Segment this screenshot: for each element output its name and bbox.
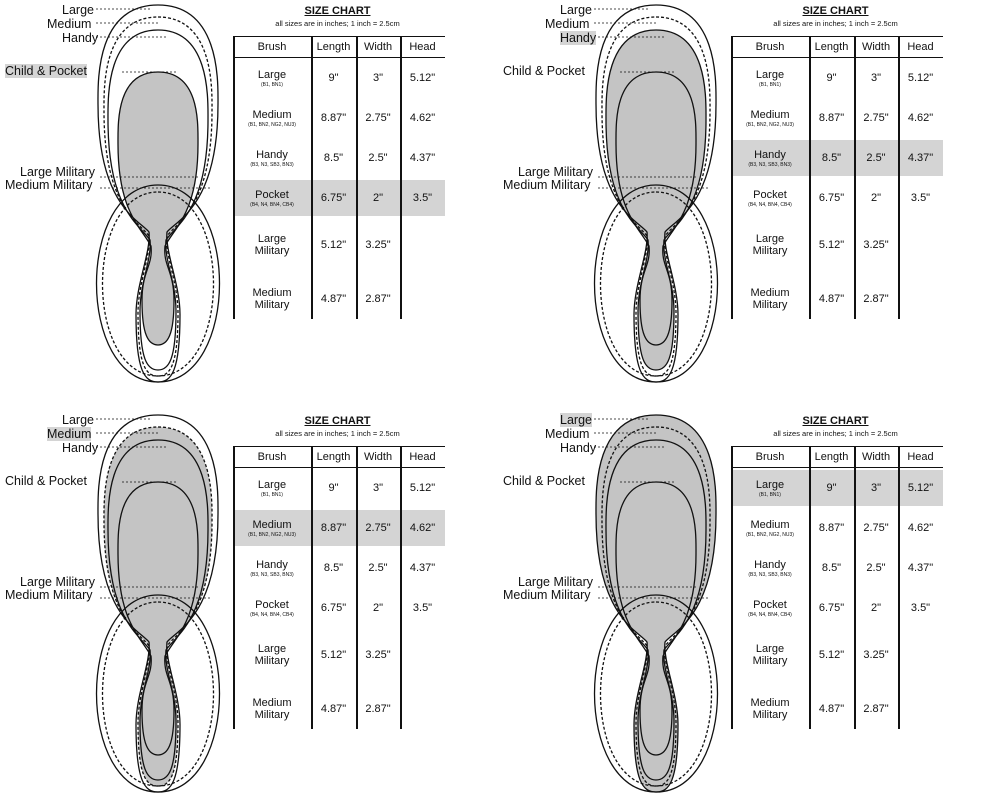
- highlighted-brush-fill: [118, 72, 198, 345]
- brush-name: Medium: [252, 518, 292, 531]
- width-cell: 2.87": [365, 703, 391, 715]
- brush-outlines-svg: [0, 0, 240, 400]
- chart-subtitle: all sizes are in inches; 1 inch = 2.5cm: [275, 19, 400, 28]
- brush-name: Handy: [754, 558, 786, 571]
- column-header: Brush: [257, 41, 287, 53]
- width-cell: 2.75": [365, 522, 391, 534]
- width-cell: 2.75": [365, 112, 391, 124]
- model-codes: (B1, BN1): [759, 491, 781, 498]
- column-header: Width: [363, 451, 393, 463]
- head-cell: 4.37": [409, 562, 436, 574]
- table-row: [233, 682, 445, 736]
- head-cell: 4.37": [907, 562, 934, 574]
- length-cell: 8.87": [320, 112, 347, 124]
- brush-size-label: Large Military: [20, 165, 96, 179]
- table-header-row: [731, 447, 943, 468]
- brush-name-cell: [233, 178, 311, 218]
- brush-name: Pocket: [255, 598, 289, 611]
- brush-name: Medium: [750, 518, 790, 531]
- length-cell: 8.87": [818, 112, 845, 124]
- column-divider: [809, 36, 811, 319]
- brush-name: Handy: [256, 148, 288, 161]
- width-cell: 2.5": [368, 562, 388, 574]
- brush-name-cell: [233, 272, 311, 326]
- brush-name-cell: [731, 628, 809, 682]
- length-cell: 8.5": [821, 152, 842, 164]
- column-divider: [233, 446, 235, 729]
- brush-name: Pocket: [753, 598, 787, 611]
- brush-size-label: Medium: [47, 427, 92, 441]
- width-cell: 2": [870, 602, 882, 614]
- brush-size-label: Large: [560, 3, 592, 17]
- brush-name-cell: [233, 468, 311, 508]
- width-cell: 2": [870, 192, 882, 204]
- length-cell: 5.12": [818, 239, 845, 251]
- brush-name: Medium: [750, 108, 790, 121]
- brush-size-label: Medium: [545, 427, 590, 441]
- head-cell: [400, 628, 445, 682]
- size-chart-panel: [0, 410, 497, 810]
- table-row: [731, 272, 943, 326]
- column-header: Length: [814, 451, 849, 463]
- chart-subtitle: all sizes are in inches; 1 inch = 2.5cm: [773, 429, 898, 438]
- head-cell: [898, 682, 943, 736]
- length-cell: 4.87": [818, 293, 845, 305]
- size-table: [233, 446, 445, 736]
- length-cell: 8.87": [320, 522, 347, 534]
- table-row: [731, 98, 943, 138]
- table-row: [233, 98, 445, 138]
- table-row: [731, 218, 943, 272]
- brush-name-cell: [731, 468, 809, 508]
- brush-outline-diagram: [498, 0, 738, 400]
- brush-size-label: Handy: [62, 441, 99, 455]
- chart-title: SIZE CHART: [802, 5, 869, 17]
- column-header: Length: [814, 41, 849, 53]
- chart-subtitle: all sizes are in inches; 1 inch = 2.5cm: [773, 19, 898, 28]
- column-divider: [854, 446, 856, 729]
- chart-title: SIZE CHART: [304, 415, 371, 427]
- brush-outline-diagram: [498, 410, 738, 810]
- width-cell: 2.5": [866, 562, 886, 574]
- size-chart-table: [230, 0, 445, 330]
- brush-name: Large: [755, 478, 785, 491]
- column-header: Head: [409, 451, 436, 463]
- table-row: [731, 682, 943, 736]
- brush-outline-diagram: [0, 0, 240, 400]
- model-codes: (B4, N4, BN4, CB4): [748, 201, 792, 208]
- column-divider: [356, 446, 358, 729]
- width-cell: 2.5": [368, 152, 388, 164]
- size-table: [731, 36, 943, 326]
- table-header-row: [731, 37, 943, 58]
- brush-size-label: Large: [560, 413, 592, 427]
- length-cell: 8.5": [323, 562, 344, 574]
- head-cell: 4.62": [409, 112, 436, 124]
- head-cell: 3.5": [910, 192, 931, 204]
- size-chart-panel: [0, 0, 497, 400]
- column-header: Brush: [755, 41, 785, 53]
- size-chart-panel: [498, 0, 995, 400]
- table-row: [731, 138, 943, 178]
- brush-name-cell: [233, 508, 311, 548]
- width-cell: 2.5": [866, 152, 886, 164]
- brush-size-label: Child & Pocket: [503, 474, 585, 488]
- brush-name-cell: [233, 682, 311, 736]
- brush-name: Medium Military: [750, 287, 790, 311]
- table-row: [731, 588, 943, 628]
- head-cell: [898, 272, 943, 326]
- length-cell: 9": [328, 482, 339, 494]
- brush-name-cell: [731, 218, 809, 272]
- column-divider: [898, 446, 900, 729]
- length-cell: 9": [826, 482, 837, 494]
- column-divider: [400, 36, 402, 319]
- brush-size-label: Large Military: [518, 575, 594, 589]
- column-divider: [854, 36, 856, 319]
- head-cell: [898, 218, 943, 272]
- model-codes: (B3, N3, SB3, BN3): [250, 571, 294, 578]
- brush-name-cell: [731, 58, 809, 98]
- length-cell: 5.12": [320, 649, 347, 661]
- brush-name-cell: [731, 272, 809, 326]
- head-cell: 3.5": [412, 602, 433, 614]
- brush-name: Large Military: [752, 233, 788, 257]
- brush-size-label: Medium Military: [5, 588, 93, 602]
- length-cell: 6.75": [818, 602, 845, 614]
- size-chart-table: [728, 0, 943, 330]
- table-header-row: [233, 447, 445, 468]
- brush-name-cell: [233, 548, 311, 588]
- column-divider: [311, 36, 313, 319]
- table-row: [233, 588, 445, 628]
- model-codes: (B1, BN2, NG2, NU3): [248, 121, 296, 128]
- length-cell: 5.12": [320, 239, 347, 251]
- width-cell: 3": [372, 72, 384, 84]
- model-codes: (B4, N4, BN4, CB4): [250, 201, 294, 208]
- table-row: [731, 628, 943, 682]
- column-header: Head: [907, 41, 934, 53]
- brush-size-label: Handy: [560, 441, 597, 455]
- model-codes: (B1, BN2, NG2, NU3): [746, 121, 794, 128]
- length-cell: 6.75": [320, 192, 347, 204]
- brush-name: Large: [257, 68, 287, 81]
- column-divider: [356, 36, 358, 319]
- width-cell: 2.87": [365, 293, 391, 305]
- brush-size-label: Medium: [47, 17, 92, 31]
- model-codes: (B4, N4, BN4, CB4): [748, 611, 792, 618]
- size-table: [233, 36, 445, 326]
- column-header: Width: [861, 41, 891, 53]
- table-row: [233, 218, 445, 272]
- model-codes: (B1, BN1): [261, 81, 283, 88]
- brush-size-label: Large Military: [20, 575, 96, 589]
- head-cell: [898, 628, 943, 682]
- brush-name: Handy: [754, 148, 786, 161]
- head-cell: 3.5": [910, 602, 931, 614]
- brush-name-cell: [731, 588, 809, 628]
- length-cell: 4.87": [320, 703, 347, 715]
- table-row: [731, 548, 943, 588]
- brush-size-label: Child & Pocket: [503, 64, 585, 78]
- width-cell: 3": [372, 482, 384, 494]
- length-cell: 9": [826, 72, 837, 84]
- width-cell: 2.87": [863, 703, 889, 715]
- brush-name: Pocket: [753, 188, 787, 201]
- brush-name-cell: [233, 98, 311, 138]
- model-codes: (B1, BN2, NG2, NU3): [746, 531, 794, 538]
- width-cell: 2": [372, 602, 384, 614]
- column-divider: [311, 446, 313, 729]
- table-row: [731, 178, 943, 218]
- head-cell: 4.37": [907, 152, 934, 164]
- brush-name: Medium Military: [252, 697, 292, 721]
- table-row: [233, 468, 445, 508]
- size-chart-table: [728, 410, 943, 740]
- chart-title: SIZE CHART: [304, 5, 371, 17]
- brush-name: Large Military: [254, 643, 290, 667]
- table-row: [731, 508, 943, 548]
- brush-name-cell: [731, 178, 809, 218]
- brush-name: Medium: [252, 108, 292, 121]
- size-chart-panel: [498, 410, 995, 810]
- length-cell: 5.12": [818, 649, 845, 661]
- brush-size-label: Large Military: [518, 165, 594, 179]
- width-cell: 3.25": [365, 239, 391, 251]
- length-cell: 8.5": [323, 152, 344, 164]
- width-cell: 3.25": [365, 649, 391, 661]
- brush-size-label: Medium Military: [503, 178, 591, 192]
- brush-name: Handy: [256, 558, 288, 571]
- head-cell: [400, 682, 445, 736]
- width-cell: 2.75": [863, 112, 889, 124]
- brush-size-label: Child & Pocket: [5, 64, 87, 78]
- table-row: [233, 628, 445, 682]
- head-cell: 5.12": [409, 482, 436, 494]
- brush-name-cell: [731, 138, 809, 178]
- brush-size-label: Large: [62, 3, 94, 17]
- column-divider: [731, 36, 733, 319]
- width-cell: 3": [870, 72, 882, 84]
- head-cell: 4.62": [907, 112, 934, 124]
- length-cell: 4.87": [320, 293, 347, 305]
- model-codes: (B3, N3, SB3, BN3): [748, 161, 792, 168]
- width-cell: 2.75": [863, 522, 889, 534]
- table-row: [233, 272, 445, 326]
- width-cell: 2.87": [863, 293, 889, 305]
- model-codes: (B4, N4, BN4, CB4): [250, 611, 294, 618]
- size-chart-table: [230, 410, 445, 740]
- brush-name: Medium Military: [750, 697, 790, 721]
- brush-name: Large Military: [254, 233, 290, 257]
- brush-name-cell: [233, 218, 311, 272]
- brush-size-label: Large: [62, 413, 94, 427]
- brush-size-label: Medium Military: [503, 588, 591, 602]
- column-divider: [400, 446, 402, 729]
- table-row: [233, 508, 445, 548]
- column-divider: [898, 36, 900, 319]
- column-header: Length: [316, 451, 351, 463]
- head-cell: 4.62": [409, 522, 436, 534]
- head-cell: 5.12": [409, 72, 436, 84]
- model-codes: (B1, BN2, NG2, NU3): [248, 531, 296, 538]
- table-row: [233, 178, 445, 218]
- column-header: Width: [861, 451, 891, 463]
- brush-name-cell: [233, 588, 311, 628]
- brush-name-cell: [731, 548, 809, 588]
- model-codes: (B1, BN1): [261, 491, 283, 498]
- brush-size-label: Medium: [545, 17, 590, 31]
- column-header: Head: [907, 451, 934, 463]
- head-cell: 5.12": [907, 72, 934, 84]
- table-row: [233, 58, 445, 98]
- length-cell: 8.87": [818, 522, 845, 534]
- table-row: [233, 548, 445, 588]
- column-header: Brush: [755, 451, 785, 463]
- head-cell: 3.5": [412, 192, 433, 204]
- model-codes: (B3, N3, SB3, BN3): [748, 571, 792, 578]
- brush-name-cell: [731, 682, 809, 736]
- size-table: [731, 446, 943, 736]
- column-header: Width: [363, 41, 393, 53]
- head-cell: 5.12": [907, 482, 934, 494]
- length-cell: 4.87": [818, 703, 845, 715]
- table-row: [731, 58, 943, 98]
- width-cell: 3.25": [863, 239, 889, 251]
- column-divider: [233, 36, 235, 319]
- brush-name: Pocket: [255, 188, 289, 201]
- brush-name: Large: [755, 68, 785, 81]
- length-cell: 6.75": [320, 602, 347, 614]
- column-divider: [809, 446, 811, 729]
- brush-name-cell: [731, 98, 809, 138]
- brush-name-cell: [731, 508, 809, 548]
- model-codes: (B3, N3, SB3, BN3): [250, 161, 294, 168]
- column-header: Head: [409, 41, 436, 53]
- brush-size-label: Handy: [560, 31, 597, 45]
- table-row: [731, 468, 943, 508]
- head-cell: [400, 272, 445, 326]
- table-header-row: [233, 37, 445, 58]
- brush-name: Large Military: [752, 643, 788, 667]
- width-cell: 2": [372, 192, 384, 204]
- head-cell: [400, 218, 445, 272]
- head-cell: 4.62": [907, 522, 934, 534]
- brush-size-label: Child & Pocket: [5, 474, 87, 488]
- head-cell: 4.37": [409, 152, 436, 164]
- chart-subtitle: all sizes are in inches; 1 inch = 2.5cm: [275, 429, 400, 438]
- brush-size-label: Medium Military: [5, 178, 93, 192]
- brush-name-cell: [233, 138, 311, 178]
- brush-name-cell: [233, 58, 311, 98]
- brush-name-cell: [233, 628, 311, 682]
- model-codes: (B1, BN1): [759, 81, 781, 88]
- chart-title: SIZE CHART: [802, 415, 869, 427]
- table-row: [233, 138, 445, 178]
- brush-outlines-svg: [498, 410, 738, 810]
- width-cell: 3": [870, 482, 882, 494]
- length-cell: 8.5": [821, 562, 842, 574]
- brush-outlines-svg: [498, 0, 738, 400]
- brush-size-label: Handy: [62, 31, 99, 45]
- column-header: Length: [316, 41, 351, 53]
- length-cell: 6.75": [818, 192, 845, 204]
- brush-name: Large: [257, 478, 287, 491]
- width-cell: 3.25": [863, 649, 889, 661]
- column-divider: [731, 446, 733, 729]
- column-header: Brush: [257, 451, 287, 463]
- brush-outline-diagram: [0, 410, 240, 810]
- brush-outlines-svg: [0, 410, 240, 810]
- brush-name: Medium Military: [252, 287, 292, 311]
- length-cell: 9": [328, 72, 339, 84]
